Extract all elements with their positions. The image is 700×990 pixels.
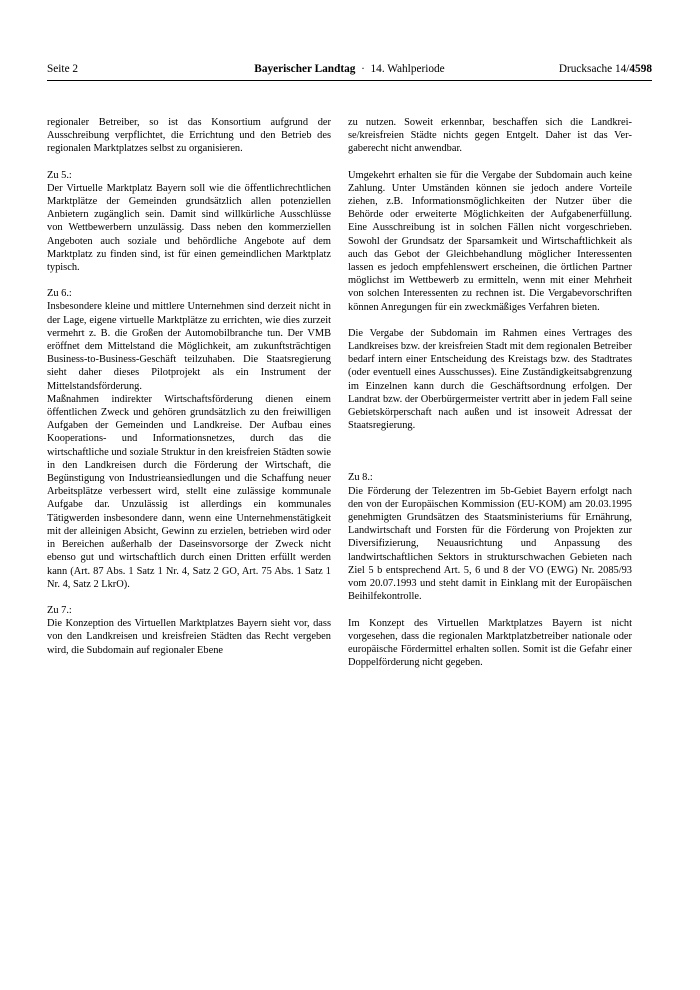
page-header <box>47 61 652 77</box>
legislative-period: 14. Wahlperiode <box>370 63 445 75</box>
section-heading-8: Zu 8.: <box>348 472 373 484</box>
section-6-text-b: Maßnahmen indirekter Wirtschaftsförderung dienen einem öffentlichen Zweck und gehören grundsätzlich zu den freiwilligen Aufgaben der Gemeinden und Landkreise. Der Aufbau eines Kooperations- und Informationsnetzes, durch das die wirtschaftliche und soziale Struktur in den kreisfreien Städten sowie in den Landkreisen durch die Förderung der Wirtschaft, die Begünstigung von Industrieansiedlungen und die Schaffung neuer Arbeitsplätze verbessert wird, stellt eine zulässige kommunale Aufgabe dar. Unzulässig ist allerdings ein kommunales Tätigwerden insbesondere dann, wenn eine Unternehmenstätigkeit mit der alleinigen Absicht, Gewinn zu erzielen, betrieben wird oder in Bereichen außerhalb der Daseinsvorsorge der Zweck nicht ebenso gut und wirtschaftlich durch einen Dritten erfüllt werden kann (Art. 87 Abs. 1 Satz 1 Nr. 4, Satz 2 GO, Art. 75 Abs. 1 Satz 1 Nr. 4, Satz 2 LkrO). <box>47 393 331 590</box>
document-prefix: Drucksache 14/ <box>558 63 630 75</box>
section-heading-5: Zu 5.: <box>47 169 72 181</box>
paragraph-reverse-payment: Umgekehrt erhalten sie für die Vergabe der Subdomain auch keine Zahlung. Unter Umständen können sie jedoch andere Vorteile ziehen, z.B. Informationsmöglichkeiten der Nutzer über die Behörde oder erweiterte Möglichkeiten der Aufgabenerfüllung. Eine Ausschreibung ist in solchen Fällen nicht vorgeschrieben. Sowohl der Grundsatz der Sparsamkeit und Wirtschaftlichkeit als auch das Gebot der Gleichbehandlung möglicher Interessenten lassen es jedoch empfehlenswert erscheinen, die örtlichen Partner möglichst im Wettbewerb zu ermitteln, wenn mit einer Mehrheit von solchen Interessenten zu rechnen ist. Die Vergabevorschriften können Anregungen für ein zweckmäßiges Verfahren bieten. <box>348 169 632 313</box>
document-reference <box>559 61 652 77</box>
page-number: Seite 2 <box>47 63 79 75</box>
section-5-text: Der Virtuelle Marktplatz Bayern soll wie die öffentlichrechtlichen Marktplätze der Gemeinden grundsätzlich allen potenziellen Anbietern zugänglich sein. Damit sind willkürliche Ausschlüsse von Wettbewerbern unzulässig. Dass neben den kommerziellen Angeboten auch soziale und behördliche Angebote auf dem Marktplatz zu finden sind, ist für einen gemeindlichen Marktplatz typisch. <box>47 182 331 274</box>
paragraph-subdomain-contract: Die Vergabe der Subdomain im Rahmen eines Vertrages des Landkreises bzw. der kreisfreien Stadt mit dem regionalen Betreiber bedarf intern einer Entscheidung des Kreistags bzw. des Stadtrates (oder eventuell eines Ausschusses). Eine Zuständigkeitsabgrenzung im Einzelnen kann durch die Geschäftsordnung erfolgen. Der Landrat bzw. der Oberbürgermeister vertritt aber in jedem Fall seine Gebietskörperschaft nach außen und ist insoweit Adressat der Staatsregierung. <box>348 327 632 432</box>
section-8-text-a: Die Förderung der Telezentren im 5b-Gebiet Bayern erfolgt nach den von der Europäischen Kommission (EU-KOM) am 20.03.1995 genehmigten Grundsätzen des Staatsministeriums für Ernährung, Landwirtschaft und Forsten für die Förderung von Projekten zur Diversifizierung, Neuausrichtung und Anpassung des landwirtschaftlichen Sektors in strukturschwachen Gebieten nach Ziel 5 b entsprechend Art. 5, 6 und 8 der VO (EWG) Nr. 2085/93 vom 20.07.1993 und steht damit in Einklang mit der Europäischen Beihilfekontrolle. <box>348 485 632 603</box>
section-8-text-b: Im Konzept des Virtuellen Marktplatzes Bayern ist nicht vorgesehen, dass die regionalen Marktplatzbetreiber nationale oder europäische Fördermittel erhalten sollen. Somit ist die Gefahr einer Doppelförderung nicht gegeben. <box>348 617 632 669</box>
section-7-text: Die Konzeption des Virtuellen Marktplatzes Bayern sieht vor, dass von den Landkreisen und kreisfreien Städten das Recht vergeben wird, die Subdomain auf regionaler Ebene <box>47 618 331 656</box>
right-column <box>348 116 632 669</box>
header-rule <box>47 80 652 81</box>
section-heading-7: Zu 7.: <box>47 604 72 616</box>
section-heading-6: Zu 6.: <box>47 288 72 300</box>
section-6-text-a: Insbesondere kleine und mittlere Unternehmen sind derzeit nicht in der Lage, eigene virtuelle Marktplätze zu errichten, wie dies zurzeit vermehrt z. B. die Großen der Automobilbranche tun. Der VMB eröffnet dem Mittelstand die Möglichkeit, am zukunftsträchtigen Business-to-Business-Geschäft teilzuhaben. Die Staatsregierung sieht daher dieses Pilotprojekt als ein Instrument der Mittelstandsförderung. <box>47 301 331 392</box>
header-separator: · <box>361 63 365 75</box>
paragraph-continued-right: zu nutzen. Soweit erkennbar, beschaffen sich die Landkreise/kreisfreien Städte nichts gegen Entgelt. Daher ist das Vergaberecht nicht anwendbar. <box>348 117 632 155</box>
left-column <box>47 116 331 657</box>
parliament-name: Bayerischer Landtag <box>254 63 356 75</box>
document-number: 4598 <box>629 63 652 75</box>
paragraph-continued: regionaler Betreiber, so ist das Konsortium aufgrund der Ausschreibung verpflichtet, die Errichtung und den Betrieb des regionalen Marktplatzes selbst zu organisieren. <box>47 117 331 155</box>
